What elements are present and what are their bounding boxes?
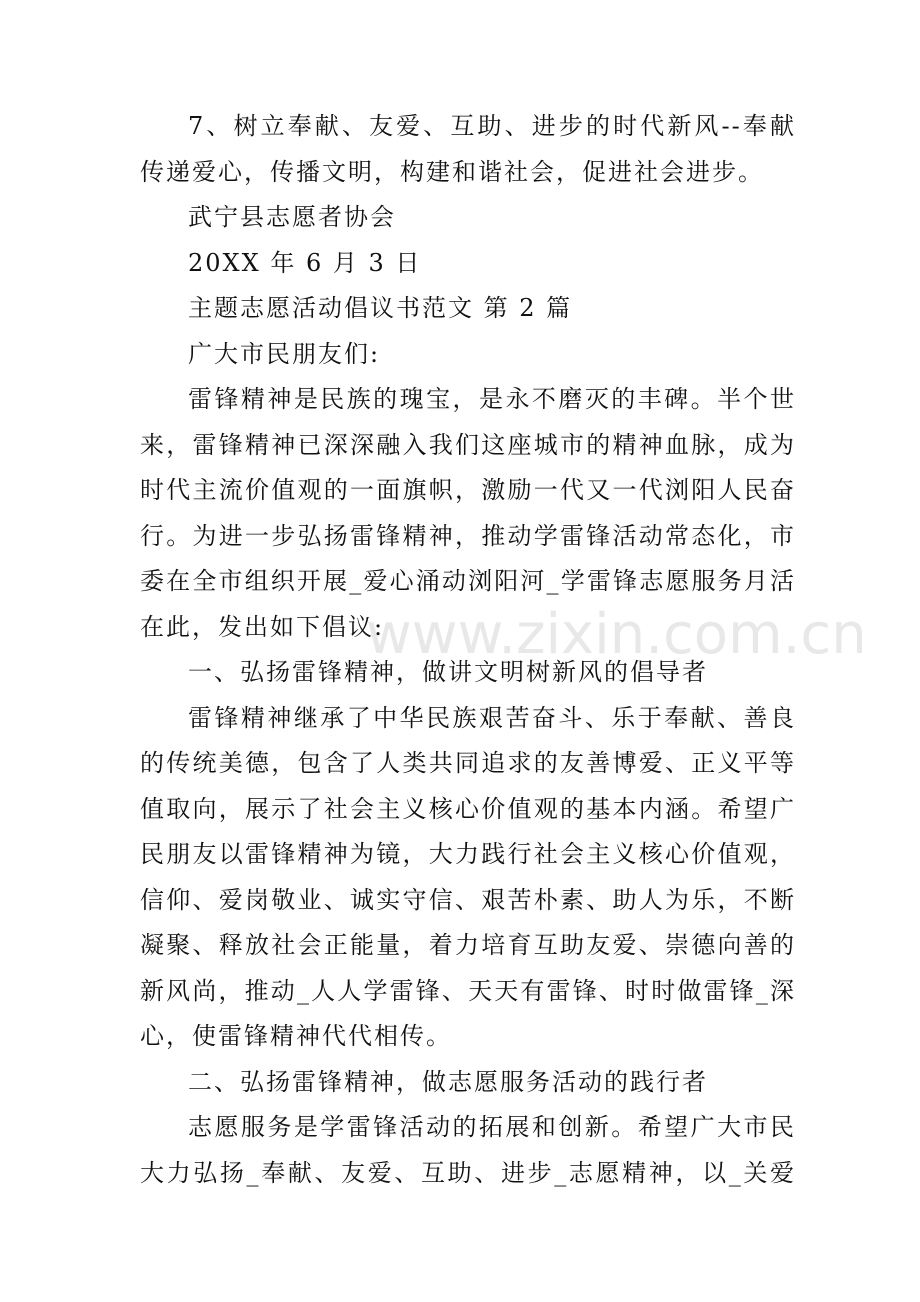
paragraph-line: 在此，发出如下倡议: xyxy=(140,612,385,641)
paragraph-line: 雷锋精神是民族的瑰宝，是永不磨灭的丰碑。半个世 xyxy=(188,385,796,413)
document-body xyxy=(140,104,796,1196)
paragraph-line: 委在全市组织开展_爱心涌动浏阳河_学雷锋志愿服务月活 xyxy=(140,567,796,595)
paragraph-line: 来，雷锋精神已深深融入我们这座城市的精神血脉，成为 xyxy=(140,430,796,459)
paragraph-line: 值取向，展示了社会主义核心价值观的基本内涵。希望广 xyxy=(140,794,796,823)
signature-date: 20XX 年 6 月 3 日 xyxy=(188,248,422,277)
paragraph-line: 传递爱心，传播文明，构建和谐社会，促进社会进步。 xyxy=(140,157,764,186)
paragraph-line: 雷锋精神继承了中华民族艰苦奋斗、乐于奉献、善良 xyxy=(188,703,796,732)
paragraph-line: 新风尚，推动_人人学雷锋、天天有雷锋、时时做雷锋_深 xyxy=(140,976,796,1005)
paragraph-line: 行。为进一步弘扬雷锋精神，推动学雷锋活动常态化，市 xyxy=(140,521,796,550)
paragraph-line: 大力弘扬_奉献、友爱、互助、进步_志愿精神，以_关爱 xyxy=(140,1158,796,1187)
salutation: 广大市民朋友们: xyxy=(188,339,381,368)
paragraph-line: 信仰、爱岗敬业、诚实守信、艰苦朴素、助人为乐，不断 xyxy=(140,885,796,914)
section-heading: 一、弘扬雷锋精神，做讲文明树新风的倡导者 xyxy=(188,658,708,686)
section-heading: 二、弘扬雷锋精神，做志愿服务活动的践行者 xyxy=(188,1067,708,1096)
paragraph-line: 心，使雷锋精神代代相传。 xyxy=(140,1022,452,1050)
paragraph-line: 志愿服务是学雷锋活动的拓展和创新。希望广大市民 xyxy=(188,1113,796,1141)
paragraph-line: 时代主流价值观的一面旗帜，激励一代又一代浏阳人民奋 xyxy=(140,476,796,504)
section-title: 主题志愿活动倡议书范文 第 2 篇 xyxy=(188,294,573,322)
paragraph-line: 的传统美德，包含了人类共同追求的友善博爱、正义平等 xyxy=(140,749,796,777)
paragraph-line: 7、树立奉献、友爱、互助、进步的时代新风--奉献 xyxy=(188,112,796,140)
watermark: www.zixin.com.cn xyxy=(366,602,867,667)
paragraph-line: 民朋友以雷锋精神为镜，大力践行社会主义核心价值观， xyxy=(140,840,796,868)
signature-organization: 武宁县志愿者协会 xyxy=(188,203,396,231)
paragraph-line: 凝聚、释放社会正能量，着力培育互助友爱、崇德向善的 xyxy=(140,931,796,959)
